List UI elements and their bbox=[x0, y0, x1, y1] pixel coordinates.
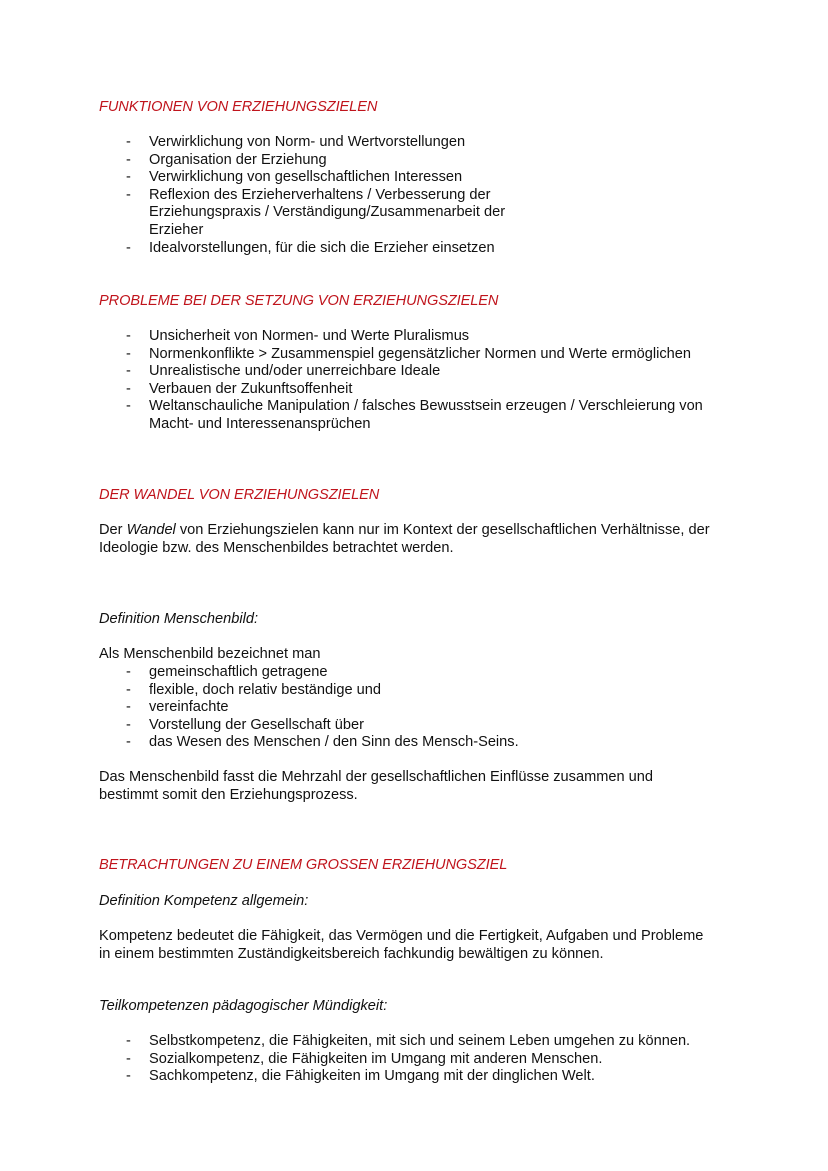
menschenbild-list bbox=[0, 664, 740, 752]
list-item: - Verwirklichung von gesellschaftlichen Interessen bbox=[0, 169, 740, 187]
list-item: - Organisation der Erziehung bbox=[0, 152, 740, 170]
section-heading-funktionen: FUNKTIONEN VON ERZIEHUNGSZIELEN bbox=[99, 99, 378, 115]
intro-emphasis: Wandel bbox=[126, 522, 176, 538]
teilkompetenzen-title: Teilkompetenzen pädagogischer Mündigkeit: bbox=[99, 998, 388, 1014]
list-item: - das Wesen des Menschen / den Sinn des Mensch-Seins. bbox=[0, 734, 740, 752]
list-item: - Unsicherheit von Normen- und Werte Pluralismus bbox=[0, 328, 725, 346]
definition-kompetenz-text: Kompetenz bedeutet die Fähigkeit, das Vermögen und die Fertigkeit, Aufgaben und Probleme in einem bestimmten Zuständigkeitsbereich fachkundig bewältigen zu können. bbox=[99, 928, 704, 962]
funktionen-list bbox=[0, 134, 740, 257]
section-heading-probleme: PROBLEME BEI DER SETZUNG VON ERZIEHUNGSZIELEN bbox=[99, 293, 499, 309]
section-heading-wandel: DER WANDEL VON ERZIEHUNGSZIELEN bbox=[99, 487, 380, 503]
menschenbild-summary: Das Menschenbild fasst die Mehrzahl der gesellschaftlichen Einflüsse zusammen und bestimmt somit den Erziehungsprozess. bbox=[99, 769, 654, 803]
list-item: - Selbstkompetenz, die Fähigkeiten, mit sich und seinem Leben umgehen zu können. bbox=[0, 1033, 740, 1051]
list-item: - flexible, doch relativ beständige und bbox=[0, 682, 740, 700]
intro-text: von Erziehungszielen kann nur im Kontext der gesellschaftlichen Verhältnisse, der Ideologie bzw. des Menschenbildes betrachtet werden. bbox=[99, 522, 710, 556]
list-item: - Reflexion des Erzieherverhaltens / Verbesserung der Erziehungspraxis / Verständigung/Zusammenarbeit der Erzieher bbox=[0, 187, 740, 240]
wandel-intro bbox=[99, 522, 734, 557]
list-item: - Idealvorstellungen, für die sich die Erzieher einsetzen bbox=[0, 240, 740, 258]
definition-menschenbild-lead: Als Menschenbild bezeichnet man bbox=[99, 646, 321, 662]
list-item: - Weltanschauliche Manipulation / falsches Bewusstsein erzeugen / Verschleierung von Macht- und Interessenansprüchen bbox=[0, 398, 725, 433]
section-heading-betrachtungen: BETRACHTUNGEN ZU EINEM GROSSEN ERZIEHUNGSZIEL bbox=[99, 857, 508, 873]
definition-kompetenz-title: Definition Kompetenz allgemein: bbox=[99, 893, 309, 909]
list-item: - Normenkonflikte > Zusammenspiel gegensätzlicher Normen und Werte ermöglichen bbox=[0, 346, 725, 364]
definition-menschenbild-title: Definition Menschenbild: bbox=[99, 611, 258, 627]
list-item: - Sozialkompetenz, die Fähigkeiten im Umgang mit anderen Menschen. bbox=[0, 1051, 740, 1069]
teilkompetenzen-list bbox=[0, 1033, 740, 1086]
list-item: - gemeinschaftlich getragene bbox=[0, 664, 740, 682]
list-item: - Verwirklichung von Norm- und Wertvorstellungen bbox=[0, 134, 740, 152]
list-item: - Sachkompetenz, die Fähigkeiten im Umgang mit der dinglichen Welt. bbox=[0, 1068, 740, 1086]
list-item: - Vorstellung der Gesellschaft über bbox=[0, 717, 740, 735]
list-item: - vereinfachte bbox=[0, 699, 740, 717]
probleme-list bbox=[0, 328, 725, 434]
list-item: - Verbauen der Zukunftsoffenheit bbox=[0, 381, 725, 399]
intro-text: Der bbox=[99, 522, 127, 538]
list-item: - Unrealistische und/oder unerreichbare Ideale bbox=[0, 363, 725, 381]
